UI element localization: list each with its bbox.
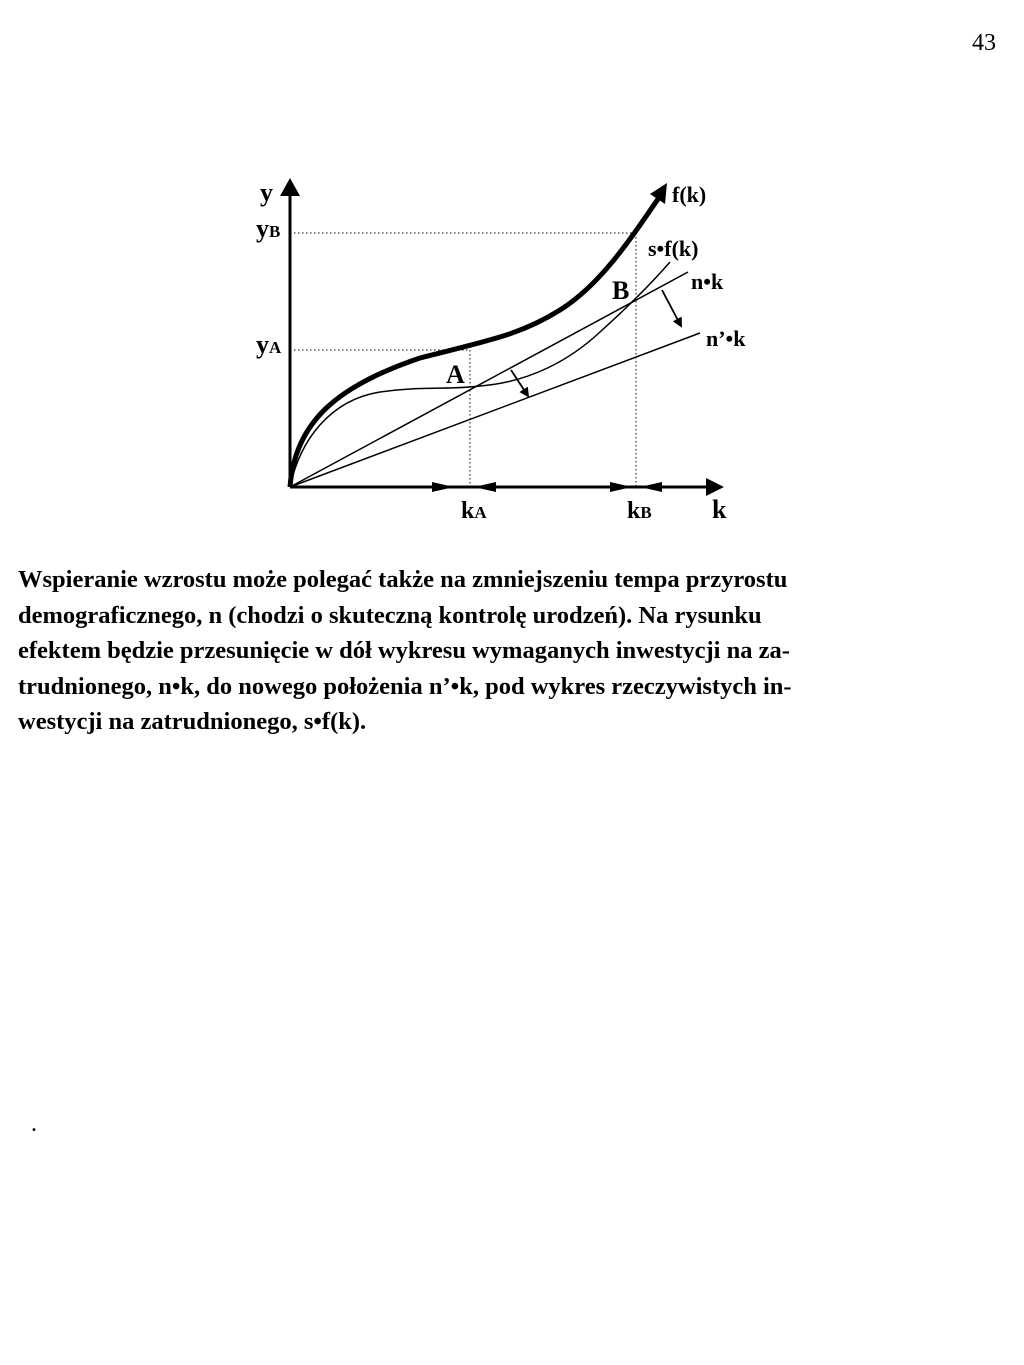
shift-arrow-A (511, 370, 528, 396)
shift-arrow-B (662, 290, 681, 326)
f-curve (290, 196, 660, 487)
k-axis-arrow-right (432, 482, 454, 492)
yB-label: yB (256, 214, 281, 243)
point-B-label: B (612, 276, 630, 305)
paragraph-line-3: efektem będzie przesunięcie w dół wykresu wymaganych inwestycji na za- (18, 637, 790, 664)
y-axis-label: y (260, 178, 273, 207)
n2k-line (290, 333, 700, 487)
sf-curve-label: s•f(k) (648, 236, 699, 261)
trailing-mark: . (31, 1111, 37, 1137)
nk-line-label: n•k (691, 269, 724, 294)
k-axis-arrow-left-A (474, 482, 496, 492)
point-A-label: A (446, 360, 465, 389)
paragraph-line-4: trudnionego, n•k, do nowego położenia n’•k, pod wykres rzeczywistych in- (18, 672, 792, 700)
solow-growth-diagram (0, 0, 1024, 540)
yA-label: yA (256, 330, 282, 359)
paragraph-line-5: westycji na zatrudnionego, s•f(k). (18, 708, 367, 735)
page-number: 43 (972, 30, 996, 56)
x-axis-label: k (712, 495, 727, 524)
k-axis-arrow-left-B (640, 482, 662, 492)
f-curve-label: f(k) (672, 182, 707, 207)
kB-label: kB (627, 498, 652, 524)
y-axis-arrowhead (280, 178, 300, 196)
explanation-paragraph (18, 562, 1008, 740)
paragraph-line-1: Wspieranie wzrostu może polegać także na zmniejszeniu tempa przyrostu (18, 566, 788, 593)
k-axis-arrow-right-B (610, 482, 632, 492)
n2k-line-label: n’•k (706, 326, 746, 351)
x-axis-arrowhead (706, 478, 724, 496)
paragraph-line-2: demograficznego, n (chodzi o skuteczną kontrolę urodzeń). Na rysunku (18, 601, 762, 629)
kA-label: kA (461, 498, 487, 524)
